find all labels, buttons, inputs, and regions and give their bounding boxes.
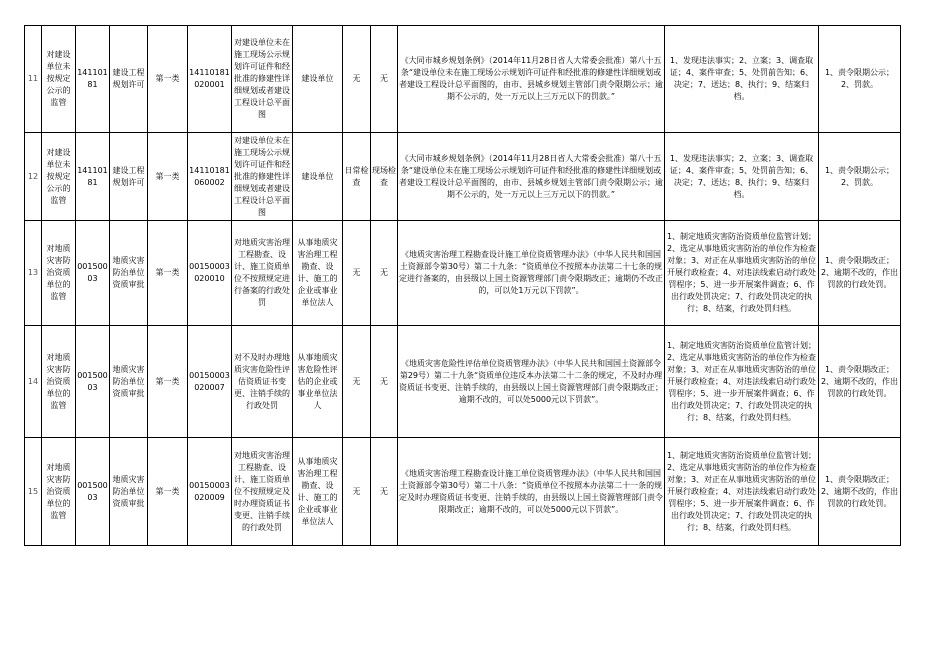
supervision-way: 现场检查 (371, 133, 398, 221)
legal-basis: 《大同市城乡规划条例》（2014年11月28日省人大常委会批准）第八十五条“建设单位未在施工现场公示规划许可证件和经批准的修建性详细规划或者建设工程设计总平面图的，由市、县城乡规划主管部门责令限期公示；逾期不公示的，处一万元以上三万元以下的罚款。” (398, 26, 665, 133)
table-row (25, 26, 901, 133)
table-row (25, 133, 901, 221)
responsibility: 1、责令限期改正；2、逾期不改的，作出罚款的行政处罚。 (819, 438, 901, 546)
supervision-target: 建设单位 (293, 133, 343, 221)
item-name: 对建设单位未在施工现场公示规划许可证件和经批准的修建性详细规划或者建设工程设计总平面图 (232, 133, 293, 221)
procedure: 1、制定地质灾害防治资质单位监管计划；2、选定从事地质灾害防治的单位作为检查对象；3、对正在从事地质灾害防治的单位开展行政检查；4、对违法线索启动行政处罚程序；5、进一步开展案件调查；6、作出行政处罚决定；7、行政处罚决定的执行；8、结案，行政处罚归档。 (665, 326, 819, 438)
supervision-method: 无 (343, 438, 371, 546)
category: 第一类 (148, 26, 188, 133)
supervision-name: 对地质灾害防治资质单位的监管 (42, 221, 76, 326)
item-name: 对建设单位未在施工现场公示规划许可证件和经批准的修建性详细规划或者建设工程设计总平面图 (232, 26, 293, 133)
category: 第一类 (148, 133, 188, 221)
supervision-target: 从事地质灾害治理工程勘查、设计、施工的企业或事业单位法人 (293, 221, 343, 326)
license-subject: 地质灾害防治单位资质审批 (110, 326, 148, 438)
item-code: 14110181020001 (188, 26, 232, 133)
supervision-target: 从事地质灾害危险性评估的企业或事业单位法人 (293, 326, 343, 438)
supervision-target: 建设单位 (293, 26, 343, 133)
supervision-method: 无 (343, 26, 371, 133)
legal-basis: 《大同市城乡规划条例》（2014年11月28日省人大常委会批准）第八十五条“建设单位未在施工现场公示规划许可证件和经批准的修建性详细规划或者建设工程设计总平面图的，由市、县城乡规划主管部门责令限期公示；逾期不公示的，处一万元以上三万元以下的罚款。” (398, 133, 665, 221)
procedure: 1、发现违法事实；2、立案；3、调查取证；4、案件审查；5、处罚前告知；6、决定；7、送达；8、执行；9、结案归档。 (665, 26, 819, 133)
legal-basis: 《地质灾害治理工程勘查设计施工单位资质管理办法》（中华人民共和国国土资源部令第30号）第二十八条：“资质单位不按照本办法第二十一条的规定及时办理资质证书变更、注销手续的，由县级以上国土资源管理部门责令限期改正；逾期不改的，可以处5000元以下罚款”。 (398, 438, 665, 546)
supervision-method: 无 (343, 326, 371, 438)
license-subject: 建设工程规划许可 (110, 26, 148, 133)
supervision-code: 00150003 (76, 221, 110, 326)
row-number: 15 (25, 438, 42, 546)
item-name: 对不及时办理地质灾害危险性评估资质证书变更、注销手续的行政处罚 (232, 326, 293, 438)
item-code: 00150003020009 (188, 438, 232, 546)
license-subject: 建设工程规划许可 (110, 133, 148, 221)
supervision-method: 无 (343, 221, 371, 326)
supervision-name: 对地质灾害防治资质单位的监管 (42, 438, 76, 546)
category: 第一类 (148, 438, 188, 546)
item-code: 00150003020007 (188, 326, 232, 438)
procedure: 1、发现违法事实；2、立案；3、调查取证；4、案件审查；5、处罚前告知；6、决定；7、送达；8、执行；9、结案归档。 (665, 133, 819, 221)
license-subject: 地质灾害防治单位资质审批 (110, 221, 148, 326)
supervision-code: 14110181 (76, 26, 110, 133)
supervision-name: 对地质灾害防治资质单位的监管 (42, 326, 76, 438)
supervision-method: 日常检查 (343, 133, 371, 221)
procedure: 1、制定地质灾害防治资质单位监管计划；2、选定从事地质灾害防治的单位作为检查对象；3、对正在从事地质灾害防治的单位开展行政检查；4、对违法线索启动行政处罚程序；5、进一步开展案件调查；6、作出行政处罚决定；7、行政处罚决定的执行；8、结案，行政处罚归档。 (665, 221, 819, 326)
supervision-name: 对建设单位未按规定公示的监管 (42, 133, 76, 221)
table-row (25, 326, 901, 438)
supervision-code: 00150003 (76, 438, 110, 546)
responsibility: 1、责令限期改正；2、逾期不改的，作出罚款的行政处罚。 (819, 221, 901, 326)
supervision-way: 无 (371, 221, 398, 326)
item-code: 00150003020010 (188, 221, 232, 326)
table-row (25, 438, 901, 546)
category: 第一类 (148, 326, 188, 438)
supervision-code: 14110181 (76, 133, 110, 221)
supervision-name: 对建设单位未按规定公示的监管 (42, 26, 76, 133)
item-name: 对地质灾害治理工程勘查、设计、施工资质单位不按照规定及时办理资质证书变更、注销手续的行政处罚 (232, 438, 293, 546)
row-number: 13 (25, 221, 42, 326)
responsibility: 1、责令限期改正；2、逾期不改的，作出罚款的行政处罚。 (819, 326, 901, 438)
supervision-way: 无 (371, 438, 398, 546)
supervision-way: 无 (371, 26, 398, 133)
supervision-code: 00150003 (76, 326, 110, 438)
supervision-table (24, 25, 901, 546)
supervision-way: 无 (371, 326, 398, 438)
row-number: 11 (25, 26, 42, 133)
table-row (25, 221, 901, 326)
procedure: 1、制定地质灾害防治资质单位监管计划；2、选定从事地质灾害防治的单位作为检查对象；3、对正在从事地质灾害防治的单位开展行政检查；4、对违法线索启动行政处罚程序；5、进一步开展案件调查；6、作出行政处罚决定；7、行政处罚决定的执行；8、结案，行政处罚归档。 (665, 438, 819, 546)
legal-basis: 《地质灾害治理工程勘查设计施工单位资质管理办法》（中华人民共和国国土资源部令第30号）第二十九条：“资质单位不按照本办法第二十七条的规定进行备案的，由县级以上国土资源管理部门责令限期改正；逾期仍不改正的，可以处1万元以下罚款”。 (398, 221, 665, 326)
responsibility: 1、责令限期公示；2、罚款。 (819, 133, 901, 221)
category: 第一类 (148, 221, 188, 326)
item-name: 对地质灾害治理工程勘查、设计、施工资质单位不按照规定进行备案的行政处罚 (232, 221, 293, 326)
row-number: 14 (25, 326, 42, 438)
item-code: 14110181060002 (188, 133, 232, 221)
responsibility: 1、责令限期公示；2、罚款。 (819, 26, 901, 133)
license-subject: 地质灾害防治单位资质审批 (110, 438, 148, 546)
supervision-target: 从事地质灾害治理工程勘查、设计、施工的企业或事业单位法人 (293, 438, 343, 546)
legal-basis: 《地质灾害危险性评估单位资质管理办法》（中华人民共和国国土资源部令第29号）第二十九条“资质单位违反本办法第二十二条的规定，不及时办理资质证书变更、注销手续的，由县级以上国土资源管理部门责令限期改正；逾期不改的，可以处5000元以下罚款”。 (398, 326, 665, 438)
row-number: 12 (25, 133, 42, 221)
